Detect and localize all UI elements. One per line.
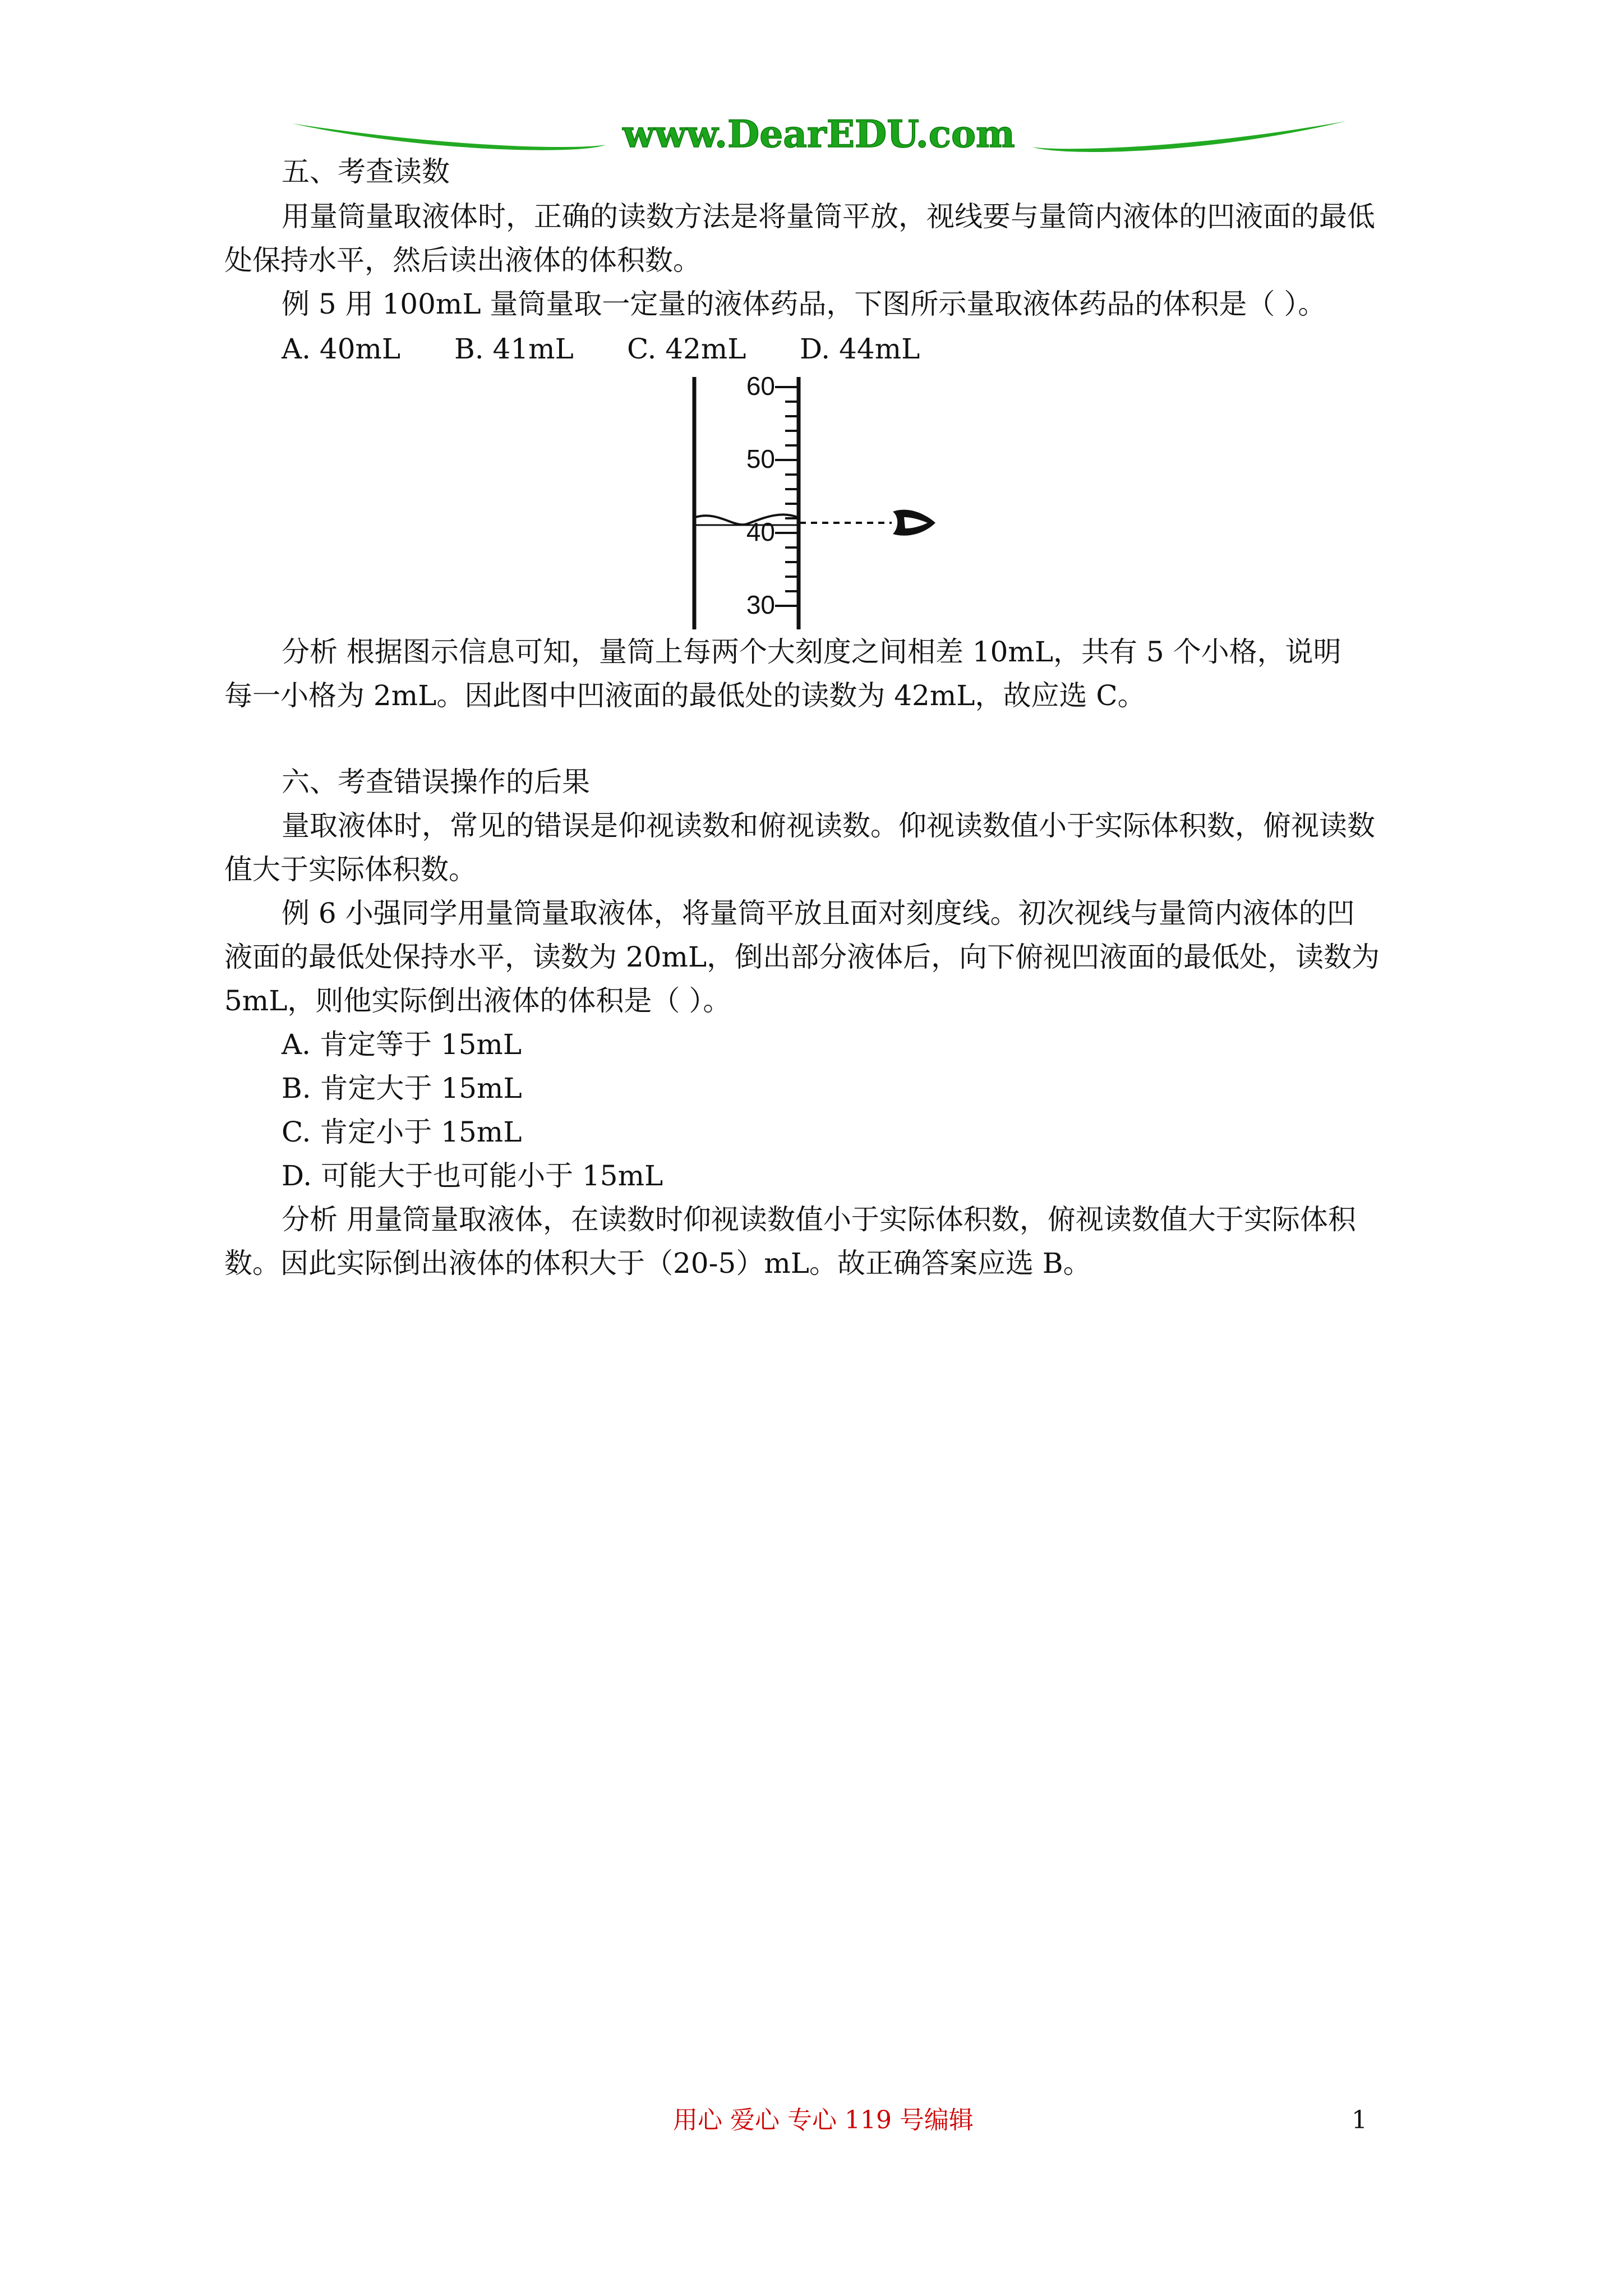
section5-paragraph-line2: 处保持水平，然后读出液体的体积数。 [224, 244, 701, 277]
example5-question: 例 5 用 100mL 量筒量取一定量的液体药品，下图所示量取液体药品的体积是（ ）。 [282, 288, 1326, 320]
choice-b: B. 41mL [454, 333, 574, 365]
tick-label-30: 30 [746, 590, 775, 619]
section6-paragraph-line2: 值大于实际体积数。 [224, 853, 477, 886]
choice-d: D. 44mL [800, 333, 920, 365]
example6-option-a: A. 肯定等于 15mL [282, 1028, 522, 1061]
page-number: 1 [1352, 2106, 1367, 2134]
example6-option-b: B. 肯定大于 15mL [282, 1072, 522, 1105]
section5-heading: 五、考查读数 [282, 155, 450, 188]
choice-c: C. 42mL [627, 333, 746, 365]
example6-analysis-line1: 分析 用量筒量取液体，在读数时仰视读数值小于实际体积数，俯视读数值大于实际体积 [282, 1203, 1356, 1236]
tick-label-40: 40 [746, 517, 775, 546]
example5-analysis-line2: 每一小格为 2mL。因此图中凹液面的最低处的读数为 42mL，故应选 C。 [224, 679, 1146, 712]
banner-swoosh-left [292, 123, 606, 150]
example6-option-d: D. 可能大于也可能小于 15mL [282, 1159, 663, 1192]
section6-heading: 六、考查错误操作的后果 [282, 766, 590, 798]
section6-paragraph-line1: 量取液体时，常见的错误是仰视读数和俯视读数。仰视读数值小于实际体积数，俯视读数 [282, 809, 1375, 842]
banner-swoosh-right [1032, 121, 1346, 152]
choice-a: A. 40mL [282, 333, 401, 365]
graduated-cylinder-figure [679, 370, 948, 634]
section5-paragraph-line1: 用量筒量取液体时，正确的读数方法是将量筒平放，视线要与量筒内液体的凹液面的最低 [282, 200, 1375, 233]
example6-option-c: C. 肯定小于 15mL [282, 1116, 522, 1148]
example6-question-line3: 5mL，则他实际倒出液体的体积是（ ）。 [224, 984, 731, 1017]
example6-analysis-line2: 数。因此实际倒出液体的体积大于（20-5）mL。故正确答案应选 B。 [224, 1247, 1091, 1280]
header-logo-text: www.DearEDU.com [623, 112, 1015, 156]
example5-choices [282, 328, 1011, 370]
eye-icon [893, 510, 935, 536]
tick-label-60: 60 [746, 371, 775, 401]
footer-editor-note: 用心 爱心 专心 119 号编辑 [673, 2106, 974, 2134]
header-banner [292, 110, 1346, 160]
example6-question-line2: 液面的最低处保持水平，读数为 20mL，倒出部分液体后，向下俯视凹液面的最低处，读数为 [224, 941, 1380, 973]
example6-question-line1: 例 6 小强同学用量筒量取液体，将量筒平放且面对刻度线。初次视线与量筒内液体的凹 [282, 897, 1355, 930]
cylinder-scale-ticks [775, 387, 799, 606]
tick-label-50: 50 [746, 444, 775, 473]
example5-analysis-line1: 分析 根据图示信息可知，量筒上每两个大刻度之间相差 10mL，共有 5 个小格，说明 [282, 636, 1341, 668]
